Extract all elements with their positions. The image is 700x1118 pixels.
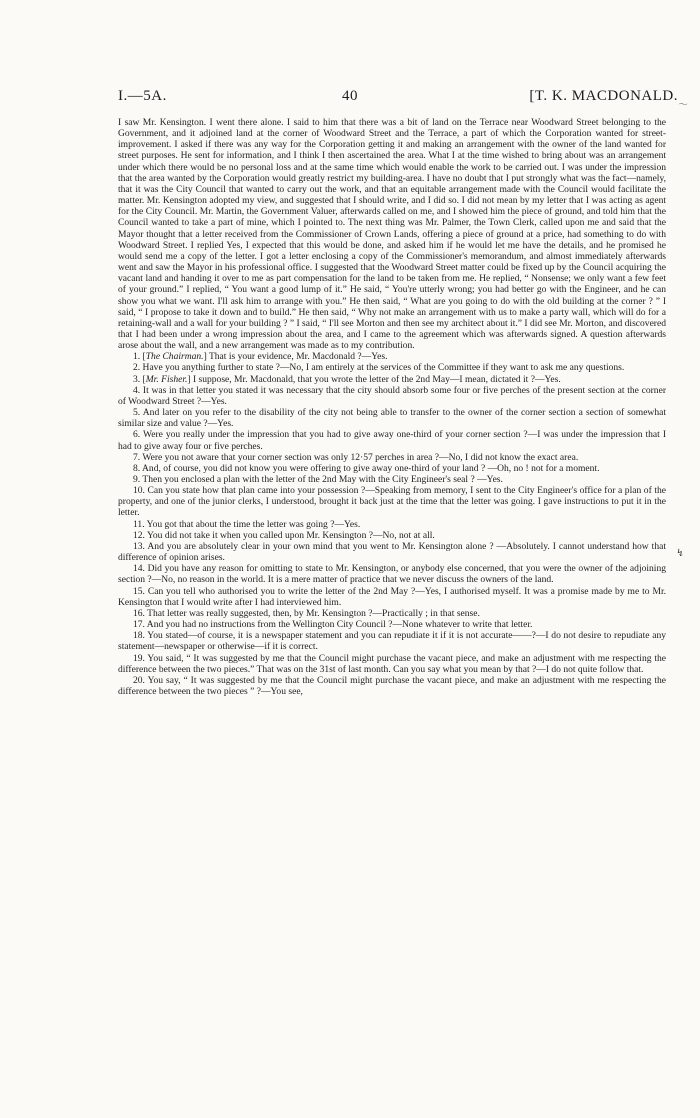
qa-item <box>118 385 666 407</box>
page-number: 40 <box>342 88 358 104</box>
qa-item <box>118 619 666 630</box>
qa-text: And later on you refer to the disability of the city not being able to transfer to the owner of the corner section a section of somewhat similar size and value ?—Yes. <box>118 407 666 430</box>
qa-item: 3. [Mr. Fisher.] I suppose, Mr. Macdonald, that you wrote the letter of the 2nd May—I mean, dictated it ?—Yes. <box>133 373 561 385</box>
qa-item <box>118 474 666 485</box>
qa-item <box>118 485 666 518</box>
qa-number: 6. <box>133 429 143 441</box>
qa-text: Did you have any reason for omitting to state to Mr. Kensington, or anybody else concerned, that you were the owner of the adjoining section ?—No, no reason in the world. It is a mere matter of practice that we never discuss the owners of the land. <box>118 563 666 586</box>
qa-number: 17. <box>133 619 147 631</box>
qa-number: 5. <box>133 407 143 419</box>
qa-number: 13. <box>133 540 148 552</box>
qa-text: You got that about the time the letter was going ?—Yes. <box>146 518 361 530</box>
qa-item <box>118 519 666 530</box>
qa-text: Were you really under the impression that you had to give away one-third of your corner section ?—I was under the impression that I had to give away four or five perches. <box>118 429 666 452</box>
qa-text: You stated—of course, it is a newspaper statement and you can repudiate it if it is not accurate——?—I do not desire to repudiate any statement—newspaper or otherwise—if it is correct. <box>118 630 667 653</box>
witness-name: [T. K. MACDONALD. <box>529 88 678 104</box>
qa-speaker: Mr. Fisher. <box>145 373 188 385</box>
qa-item <box>118 530 666 541</box>
qa-item <box>118 653 666 675</box>
qa-item <box>118 429 666 451</box>
page-header <box>118 88 678 108</box>
qa-number: 14. <box>133 563 148 575</box>
qa-text: You said, “ It was suggested by me that the Council might purchase the vacant piece, and make an adjustment with me respecting the difference between the two pieces.” That was on the 31st of last month. Can you say what you mean by that ?—I do not quite follow that. <box>118 652 666 675</box>
qa-text: That letter was really suggested, then, by Mr. Kensington ?—Practically ; in that sense. <box>147 607 480 619</box>
qa-item <box>118 362 666 373</box>
qa-number: 15. <box>133 585 148 597</box>
qa-item <box>118 407 666 429</box>
qa-number: 12. <box>133 529 147 541</box>
qa-text: ] That is your evidence, Mr. Macdonald ?—Yes. <box>203 351 388 363</box>
qa-text: ] I suppose, Mr. Macdonald, that you wrote the letter of the 2nd May—I mean, dictated it ?—Yes. <box>187 373 561 385</box>
qa-text: And, of course, you did not know you were offering to give away one-third of your land ? —Oh, no ! not for a moment. <box>142 462 600 474</box>
qa-item <box>118 586 666 608</box>
qa-text: Can you tell who authorised you to write the letter of the 2nd May ?—Yes, I authorised myself. It was a promise made by me to Mr. Kensington that I would write after I had interviewed him. <box>118 585 666 608</box>
qa-text: Then you enclosed a plan with the letter of the 2nd May with the City Engineer's seal ? —Yes. <box>142 474 503 485</box>
qa-item <box>118 563 666 585</box>
question-answer-list <box>118 351 666 697</box>
intro-paragraph: I saw Mr. Kensington. I went there alone. I said to him that there was a bit of land on the Terrace near Woodward Street belonging to the Government, and it adjoined land at the corner of Woodward Street and the Terrace, a part of which the Corporation wanted for street-improvement. I asked if there was any way for the Corporation getting it and making an arrangement with the owner of the land wanted for street purposes. He sent for information, and I think I then ascertained the area. What I at the time wished to bring about was an arrangement under which there would be no personal loss and at the same time which would enable the work to be carried out. I was under the impression that the area wanted by the Corporation would greatly restrict my building-area. I have no doubt that I put strongly what was the fact—namely, that it was the City Council that wanted to carry out the work, and that an equitable arrangement made with the Council would facilitate the matter. Mr. Kensington adopted my view, and suggested that I should write, and I did so. I did not mean by my letter that I was acting as agent for the City Council. Mr. Martin, the Government Valuer, afterwards called on me, and I showed him the piece of ground, and told him that the Council wanted to take a part of mine, which I pointed to. The next thing was Mr. Palmer, the Town Clerk, called upon me and said that the Mayor thought that a letter received from the Commissioner of Crown Lands, offering a piece of ground at a price, had something to do with Woodward Street. I replied Yes, I expected that this would be done, and asked him if he would let me have the details, and he promised he would send me a copy of the letter. I got a letter enclosing a copy of the Commissioner's memorandum, and almost immediately afterwards went and saw the Mayor in his professional office. I suggested that the Woodward Street matter could be fixed up by the Council acquiring the vacant land and handing it over to me as part compensation for the land to be taken from me. He replied, “ Nonsense; we only want a few feet of your ground.” I replied, “ You want a good lump of it.” He said, “ You're utterly wrong; you had better go with the Engineer, and he can show you what we want. I'll ask him to arrange with you.” He then said, “ What are you going to do with the old building at the corner ? ” I said, “ I propose to take it down and to build.” He then said, “ Why not make an arrangement with us to make a party wall, which will do for a retaining-wall and a wall for your building ? ” I said, “ I'll see Morton and then see my architect about it.” I did see Mr. Morton, and discovered that I had been under a wrong impression about the area, and I came to the agreement which was afterwards signed. A question afterwards arose about the wall, and a new arrangement was made as to my contribution. <box>118 117 666 352</box>
qa-number: 18. <box>133 630 148 642</box>
margin-mark-icon: ↯ <box>676 548 685 559</box>
qa-number: 9. <box>133 474 143 485</box>
qa-number: 3. <box>133 373 143 385</box>
qa-text: And you are absolutely clear in your own mind that you went to Mr. Kensington alone ? —Absolutely. I cannot understand how that difference of opinion arises. <box>118 540 666 564</box>
qa-text: It was in that letter you stated it was necessary that the city should absorb some four or five perches of the present section at the corner of Woodward Street ?—Yes. <box>118 384 666 407</box>
qa-text: Have you anything further to state ?—No, I am entirely at the services of the Committee if they want to ask me any questions. <box>142 362 625 374</box>
qa-number: 19. <box>133 652 148 664</box>
qa-number: 1. <box>133 351 143 363</box>
section-reference: I.—5A. <box>118 88 167 104</box>
margin-mark-icon: 〜 <box>678 100 688 111</box>
qa-number: 7. <box>133 451 143 463</box>
qa-text: And you had no instructions from the Wellington City Council ?—None whatever to write that letter. <box>146 619 533 631</box>
qa-item <box>118 675 666 697</box>
qa-number: 16. <box>133 607 148 619</box>
qa-number: 2. <box>133 362 143 374</box>
qa-speaker: The Chairman. <box>145 351 204 363</box>
qa-item <box>118 463 666 474</box>
qa-text: You say, “ It was suggested by me that the Council might purchase the vacant piece, and make an adjustment with me respecting the difference between the two pieces ” ?—You see, <box>118 674 667 697</box>
qa-item <box>118 541 666 563</box>
qa-number: 11. <box>133 518 147 530</box>
qa-number: 10. <box>133 485 148 497</box>
qa-item: 1. [The Chairman.] That is your evidence, Mr. Macdonald ?—Yes. <box>133 351 388 363</box>
qa-item <box>118 452 666 463</box>
qa-text: Were you not aware that your corner section was only 12·57 perches in area ?—No, I did not know the exact area. <box>142 451 579 463</box>
qa-text: You did not take it when you called upon Mr. Kensington ?—No, not at all. <box>146 529 435 541</box>
qa-item <box>118 630 666 652</box>
qa-item <box>118 608 666 619</box>
evidence-text <box>118 117 666 697</box>
qa-number: 4. <box>133 384 143 396</box>
qa-number: 8. <box>133 462 143 474</box>
qa-number: 20. <box>133 674 148 686</box>
qa-text: Can you state how that plan came into your possession ?—Speaking from memory, I sent to the City Engineer's office for a plan of the property, and one of the junior clerks, I understood, brought it back just at the time that the letter was going. I gave instructions to put it in the letter. <box>118 485 666 519</box>
